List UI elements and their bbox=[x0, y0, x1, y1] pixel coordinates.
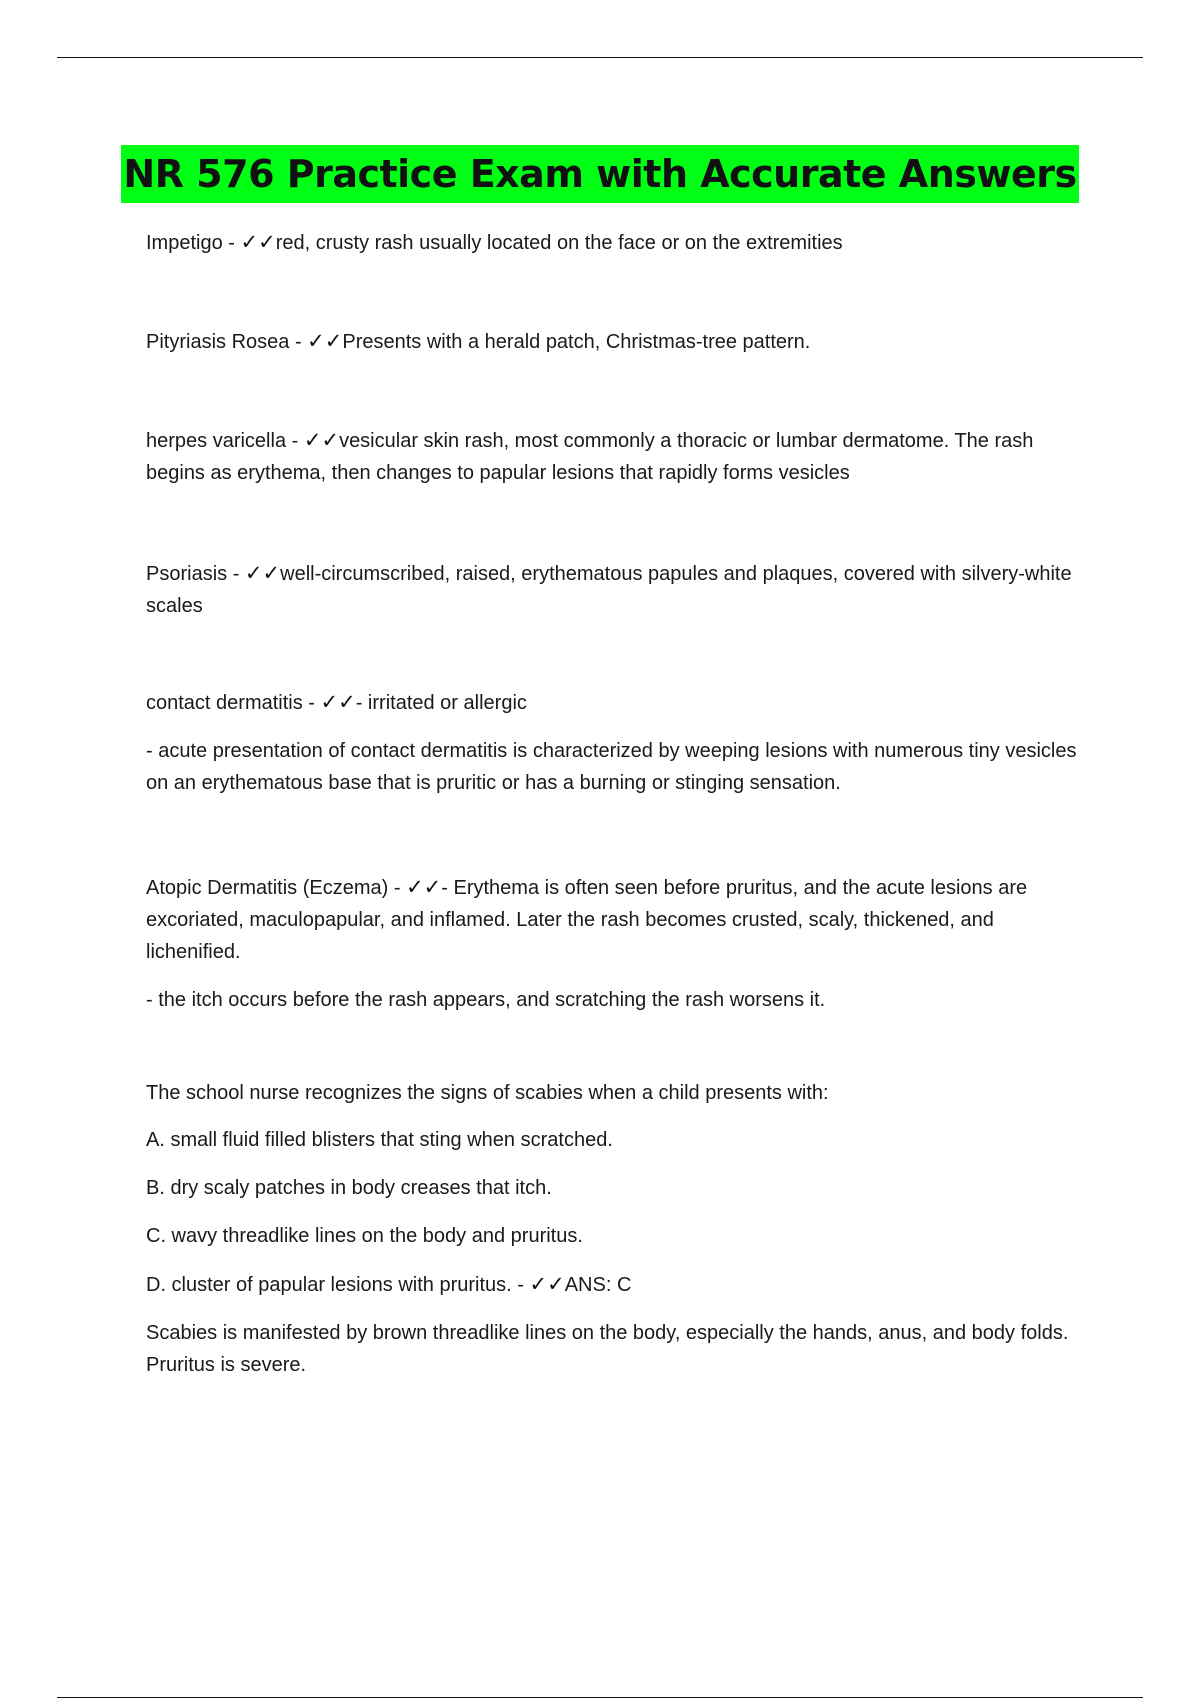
entry-term: contact dermatitis bbox=[146, 692, 303, 714]
entry-term: Psoriasis bbox=[146, 563, 228, 585]
entry-herpes-varicella bbox=[146, 424, 1086, 489]
entry-psoriasis bbox=[146, 557, 1086, 622]
option-a: A. small fluid filled blisters that sting when scratched. bbox=[146, 1129, 613, 1151]
check-icon: ✓✓ bbox=[320, 690, 356, 714]
entry-term: Pityriasis Rosea bbox=[146, 331, 290, 353]
entry-impetigo bbox=[146, 226, 1086, 259]
entry-extra: - acute presentation of contact dermatitis is characterized by weeping lesions with numerous tiny vesicles on an erythematous base that is pruritic or has a burning or stinging sensation. bbox=[146, 740, 1077, 794]
check-icon: ✓✓ bbox=[240, 230, 276, 254]
option-c: C. wavy threadlike lines on the body and pruritus. bbox=[146, 1225, 583, 1247]
option-d bbox=[146, 1268, 1086, 1301]
entry-line bbox=[146, 325, 1086, 358]
option-d-text: D. cluster of papular lesions with pruritus. bbox=[146, 1274, 512, 1296]
separator: - bbox=[289, 331, 308, 353]
separator: - bbox=[302, 692, 321, 714]
entry-line bbox=[146, 226, 1086, 259]
entry-line bbox=[146, 557, 1086, 622]
bottom-rule bbox=[57, 1697, 1143, 1698]
separator: - bbox=[388, 877, 407, 899]
title-block bbox=[0, 145, 1200, 203]
separator: - bbox=[227, 563, 245, 585]
entry-atopic-dermatitis bbox=[146, 871, 1086, 1016]
check-icon: ✓✓ bbox=[244, 561, 281, 585]
check-icon: ✓✓ bbox=[529, 1272, 565, 1296]
separator: - bbox=[511, 1274, 530, 1296]
entry-line bbox=[146, 686, 1086, 719]
entry-term: Impetigo bbox=[146, 232, 223, 254]
entry-answer: - Erythema is often seen before pruritus, and the acute lesions are excoriated, maculopapular, and inflamed. Later the rash becomes crusted, scaly, thickened, and lichenified. bbox=[146, 877, 1028, 963]
entry-term: herpes varicella bbox=[146, 430, 287, 452]
entry-line bbox=[146, 871, 1086, 968]
entry-answer: vesicular skin rash, most commonly a thoracic or lumbar dermatome. The rash begins as erythema, then changes to papular lesions that rapidly forms vesicles bbox=[146, 430, 1034, 484]
question-stem: The school nurse recognizes the signs of scabies when a child presents with: bbox=[146, 1082, 829, 1104]
top-rule bbox=[57, 57, 1143, 58]
rationale: Scabies is manifested by brown threadlike lines on the body, especially the hands, anus, and body folds. Pruritus is severe. bbox=[146, 1322, 1069, 1376]
entry-answer: well-circumscribed, raised, erythematous papules and plaques, covered with silvery-white scales bbox=[146, 563, 1072, 617]
question-scabies bbox=[146, 1077, 1086, 1381]
entry-answer: Presents with a herald patch, Christmas-tree pattern. bbox=[342, 331, 811, 353]
check-icon: ✓✓ bbox=[406, 875, 442, 899]
entry-line bbox=[146, 424, 1086, 489]
separator: - bbox=[222, 232, 241, 254]
page-title: NR 576 Practice Exam with Accurate Answers bbox=[121, 145, 1078, 203]
check-icon: ✓✓ bbox=[303, 428, 340, 452]
entry-answer: red, crusty rash usually located on the face or on the extremities bbox=[275, 232, 843, 254]
answer-key: ANS: C bbox=[564, 1274, 632, 1296]
entry-contact-dermatitis bbox=[146, 686, 1086, 799]
entry-answer: - irritated or allergic bbox=[355, 692, 527, 714]
option-b: B. dry scaly patches in body creases that itch. bbox=[146, 1177, 552, 1199]
entry-term: Atopic Dermatitis (Eczema) bbox=[146, 877, 389, 899]
separator: - bbox=[286, 430, 304, 452]
check-icon: ✓✓ bbox=[307, 329, 343, 353]
entry-extra: - the itch occurs before the rash appears, and scratching the rash worsens it. bbox=[146, 989, 826, 1011]
entry-pityriasis-rosea bbox=[146, 325, 1086, 358]
